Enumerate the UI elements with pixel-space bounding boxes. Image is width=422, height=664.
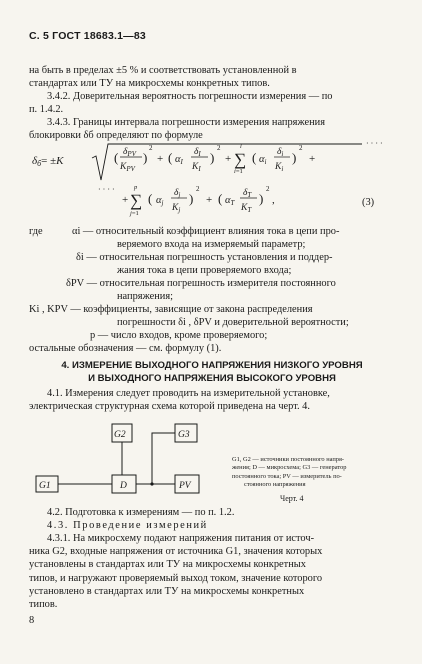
svg-text:+: +: [122, 194, 129, 206]
svg-text:): ): [143, 150, 148, 165]
svg-text:2: 2: [299, 144, 303, 152]
p431-line-5: установлено в стандартах или ТУ на микросхемы конкретных: [29, 585, 305, 597]
p343-line-1: 3.4.3. Границы интервала погрешности измерения напряжения: [47, 117, 326, 128]
svg-text:Ki: $K_i$: [275, 162, 284, 173]
svg-text:δT: $\delta_T$: [243, 188, 252, 199]
label-g3: G3: [178, 430, 190, 440]
p431-line-4: типов, и нагружают проверяемый выход током, значение которого: [29, 572, 323, 584]
svg-text:+: +: [206, 194, 213, 206]
svg-text:δI: $\delta_I$: [194, 147, 201, 158]
p431-line-2: ника G2, входные напряжения от источника G1, значения которых: [29, 546, 323, 558]
section-4-title-line-1: 4. ИЗМЕРЕНИЕ ВЫХОДНОГО НАПРЯЖЕНИЯ НИЗКОГО УРОВНЯ: [61, 360, 363, 371]
def-alpha-line-1: αi — относительный коэффициент влияния тока в цепи про-: [72, 226, 340, 237]
def-dpv-line-1: δPV — относительная погрешность измерителя постоянного: [66, 278, 336, 289]
svg-text:2: 2: [217, 144, 221, 152]
svg-text:KT: $K_T$: [241, 203, 252, 214]
paragraph-4-3: 4.3. Проведение измерений: [47, 520, 208, 531]
svg-text:2: 2: [196, 185, 200, 193]
svg-text:αi: αi: [259, 154, 267, 166]
svg-text:2: 2: [149, 144, 153, 152]
paragraph-3-4-3: [29, 116, 395, 142]
svg-text:αT: αT: [225, 195, 235, 207]
def-delta-line-2: жания тока в цепи проверяемого входа;: [117, 265, 292, 276]
svg-text:): ): [259, 191, 264, 206]
page-number: 8: [29, 615, 35, 626]
svg-text:(: (: [218, 191, 223, 206]
intro-line-1: на быть в пределах ±5 % и соответствовать установленной в: [29, 65, 297, 76]
wire-d-g3: [136, 433, 175, 484]
diagram-legend: [232, 456, 400, 490]
paragraph-4-2: 4.2. Подготовка к измерениям — по п. 1.2.: [47, 507, 235, 518]
svg-text:∑: ∑: [130, 191, 143, 210]
svg-text:δб= ±K: δб= ±K: [32, 155, 64, 168]
where-label: где: [29, 226, 43, 237]
svg-text:· · · ·: · · · ·: [366, 140, 383, 148]
svg-text:j=1: j=1: [130, 210, 139, 217]
svg-text:,: ,: [272, 194, 275, 206]
intro-paragraph: [29, 64, 395, 90]
formula-3: [28, 140, 408, 222]
figure-caption: Черт. 4: [280, 494, 304, 503]
p431-line-3: установлены в стандартах или ТУ на микросхемы конкретных: [29, 559, 306, 571]
svg-text:(: (: [148, 191, 153, 206]
legend-line-1: G1, G2 — источники постоянного напря-: [232, 456, 345, 463]
p41-line-1: 4.1. Измерения следует проводить на измерительной установке,: [47, 388, 330, 399]
junction-dot: [150, 482, 153, 485]
svg-text:2: 2: [266, 185, 270, 193]
def-dpv-line-2: напряжения;: [117, 291, 174, 302]
legend-line-3: постоянного тока; PV — измеритель по-: [232, 472, 342, 480]
def-alpha-line-2: веряемого входа на измеряемый параметр;: [117, 239, 306, 250]
paragraph-3-4-2: [29, 90, 395, 116]
svg-text:p: p: [134, 184, 138, 191]
def-p-line: p — число входов, кроме проверяемого;: [90, 330, 268, 341]
svg-text:+: +: [309, 153, 316, 165]
structural-diagram: [34, 420, 224, 502]
label-g2: G2: [114, 430, 126, 440]
svg-text:(: (: [168, 150, 173, 165]
label-pv: PV: [179, 481, 191, 491]
paragraph-4-1: [29, 387, 395, 413]
p342-line-2: п. 1.4.2.: [29, 104, 64, 116]
p342-line-1: 3.4.2. Доверительная вероятность погрешности измерения — по: [47, 91, 333, 102]
svg-text:(: (: [114, 150, 119, 165]
svg-text:αj: αj: [156, 195, 164, 207]
section-4-title: [29, 360, 395, 385]
svg-text:(: (: [252, 150, 257, 165]
page-header: С. 5 ГОСТ 18683.1—83: [29, 30, 146, 42]
legend-line-2: жения; D — микросхема; G3 — генератор: [232, 464, 347, 472]
svg-text:δPV: $\delta_{PV}$: [123, 147, 136, 158]
def-delta-line-1: δi — относительная погрешность установления и поддер-: [76, 252, 333, 263]
section-4-title-line-2: И ВЫХОДНОГО НАПРЯЖЕНИЯ ВЫСОКОГО УРОВНЯ: [88, 372, 336, 384]
svg-text:· · · ·: · · · ·: [98, 185, 115, 194]
svg-text:+: +: [225, 153, 232, 165]
p343-line-2: блокировки δб определяют по формуле: [29, 130, 203, 142]
def-other-line: остальные обозначения — см. формулу (1).: [29, 343, 222, 354]
svg-text:i=1: i=1: [234, 168, 243, 175]
paragraph-4-3-1: [29, 532, 395, 611]
legend-line-4: стоянного напряжения: [244, 481, 306, 489]
svg-text:Kj: $K_j$: [172, 203, 181, 214]
svg-text:δi: $\delta_i$: [277, 147, 284, 158]
def-k-line-1: Ki , KPV — коэффициенты, зависящие от закона распределения: [29, 304, 313, 315]
p431-line-1: 4.3.1. На микросхему подают напряжения питания от источ-: [47, 533, 315, 544]
p41-line-2: электрическая структурная схема которой приведена на черт. 4.: [29, 401, 310, 413]
svg-text:l: l: [240, 143, 242, 150]
intro-line-2: стандартах или ТУ на микросхемы конкретных типов.: [29, 78, 270, 90]
svg-text:KPV: $K_{PV}$: [120, 162, 135, 173]
svg-text:αI: αI: [175, 154, 183, 166]
label-d: D: [120, 481, 127, 491]
svg-text:δj: $\delta_j$: [174, 188, 181, 199]
def-k-line-2: погрешности δi , δPV и доверительной вероятности;: [117, 317, 349, 328]
label-g1: G1: [39, 481, 51, 491]
svg-text:+: +: [157, 153, 164, 165]
p431-line-6: типов.: [29, 599, 58, 611]
svg-text:): ): [292, 150, 297, 165]
formula-number: (3): [362, 197, 375, 208]
svg-text:KI: $K_I$: [192, 162, 201, 173]
svg-text:∑: ∑: [234, 150, 247, 169]
svg-text:): ): [210, 150, 215, 165]
svg-text:): ): [189, 191, 194, 206]
